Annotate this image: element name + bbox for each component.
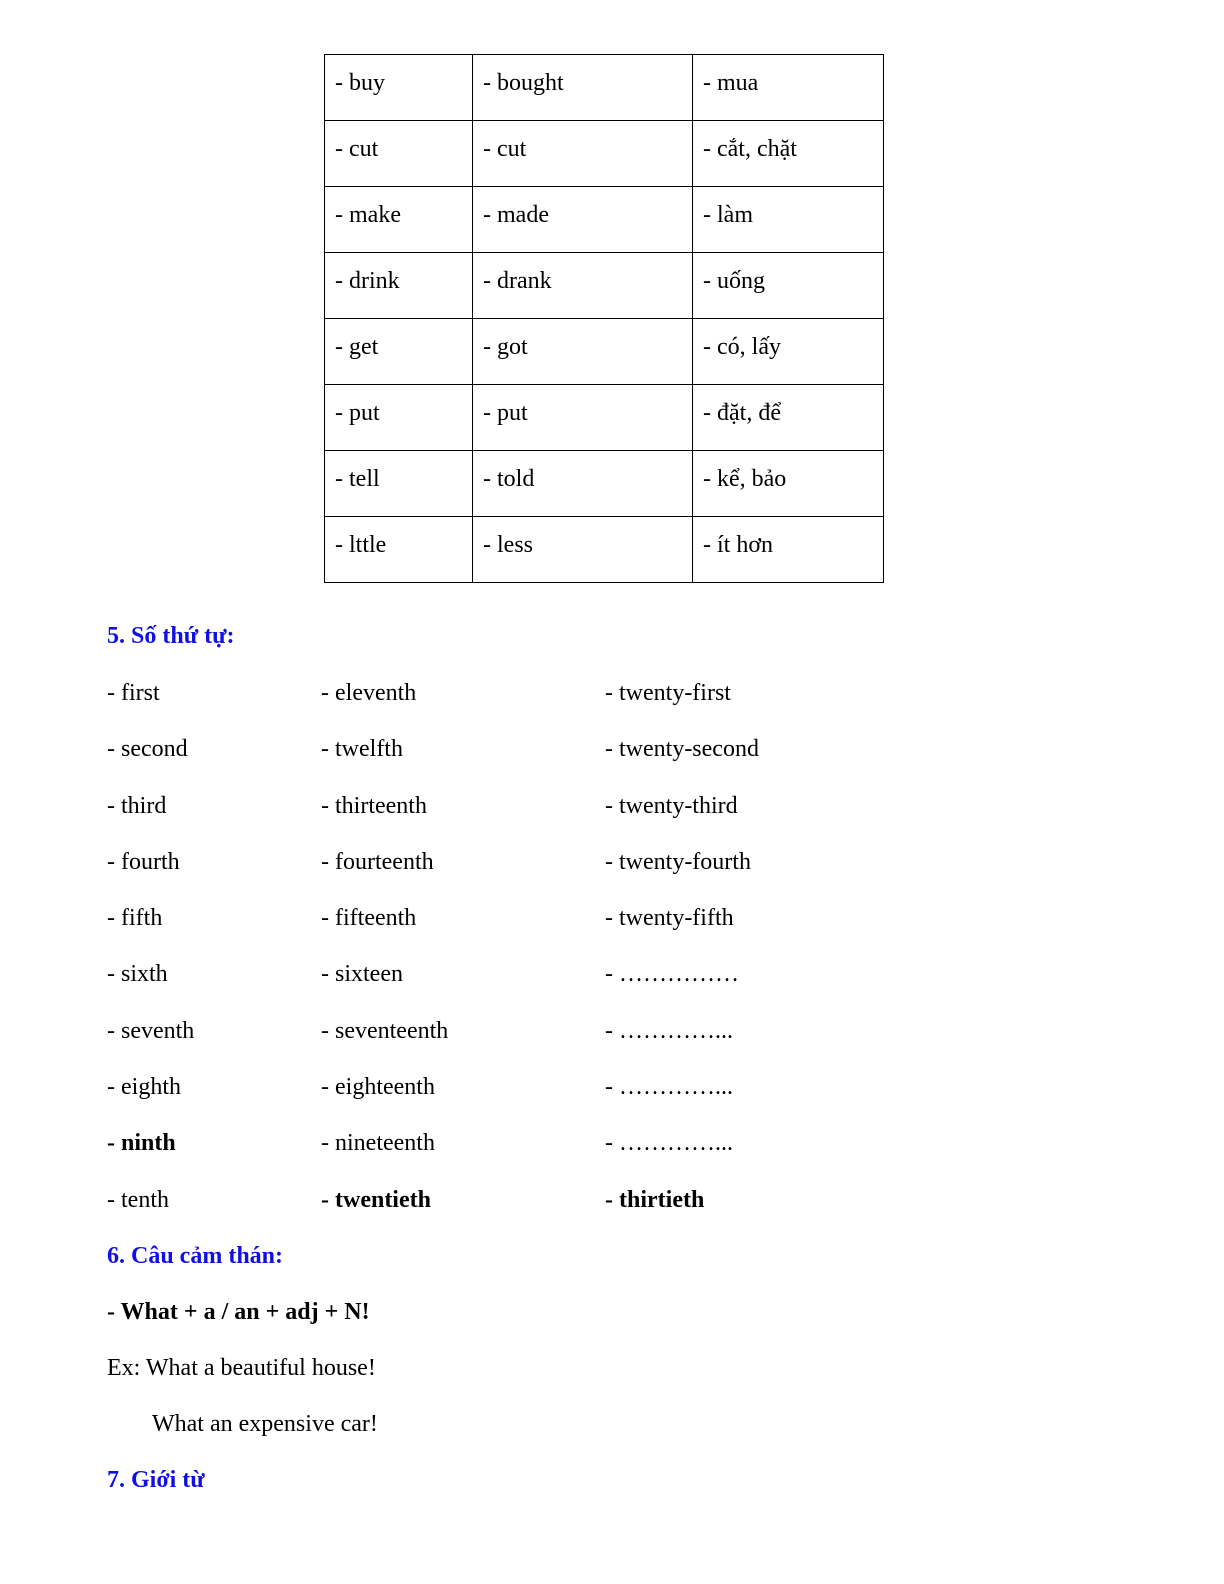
- table-row: [325, 451, 884, 517]
- ordinal-21-30: - ……………: [605, 961, 739, 988]
- ordinal-1-10: - ninth: [107, 1130, 176, 1157]
- ordinal-11-20: - seventeenth: [321, 1017, 449, 1044]
- ordinal-1-10: - second: [107, 736, 188, 763]
- table-cell-base: - cut: [325, 121, 473, 187]
- table-row: [325, 253, 884, 319]
- ordinal-11-20: - nineteenth: [321, 1130, 435, 1157]
- table-cell-meaning: - mua: [693, 55, 884, 121]
- table-row: [325, 55, 884, 121]
- ordinal-11-20: - eleventh: [321, 680, 417, 706]
- table-cell-base: - lttle: [325, 517, 473, 583]
- exclamation-formula: - What + a / an + adj + N!: [107, 1299, 370, 1325]
- table-row: [325, 319, 884, 385]
- ordinal-11-20: - fifteenth: [321, 905, 417, 932]
- table-cell-meaning: - ít hơn: [693, 517, 884, 583]
- ordinal-1-10: - third: [107, 792, 167, 819]
- table-cell-base: - buy: [325, 55, 473, 121]
- ordinal-11-20: - twelfth: [321, 736, 403, 763]
- table-cell-past: - less: [473, 517, 693, 583]
- ordinal-11-20: - twentieth: [321, 1186, 431, 1213]
- ordinal-21-30: - twenty-first: [605, 680, 731, 706]
- ordinal-21-30: - twenty-third: [605, 792, 738, 819]
- ordinal-1-10: - tenth: [107, 1186, 169, 1213]
- table-cell-past: - got: [473, 319, 693, 385]
- table-cell-meaning: - làm: [693, 187, 884, 253]
- verb-table: [324, 54, 884, 583]
- ordinal-11-20: - fourteenth: [321, 848, 434, 875]
- table-cell-meaning: - uống: [693, 253, 884, 319]
- section-5-heading: 5. Số thứ tự:: [107, 623, 235, 649]
- table-cell-past: - told: [473, 451, 693, 517]
- section-6-heading: 6. Câu cảm thán:: [107, 1243, 284, 1269]
- ordinal-11-20: - sixteen: [321, 961, 403, 988]
- ordinal-1-10: - fifth: [107, 905, 163, 932]
- table-cell-past: - drank: [473, 253, 693, 319]
- ordinal-21-30: - thirtieth: [605, 1186, 705, 1213]
- ordinal-11-20: - eighteenth: [321, 1074, 435, 1101]
- ordinal-1-10: - seventh: [107, 1017, 195, 1044]
- table-cell-meaning: - cắt, chặt: [693, 121, 884, 187]
- table-row: [325, 517, 884, 583]
- table-cell-base: - make: [325, 187, 473, 253]
- table-cell-past: - put: [473, 385, 693, 451]
- table-row: [325, 187, 884, 253]
- table-cell-base: - put: [325, 385, 473, 451]
- example-line-2: What an expensive car!: [152, 1411, 378, 1437]
- table-cell-past: - cut: [473, 121, 693, 187]
- table-cell-meaning: - có, lấy: [693, 319, 884, 385]
- table-cell-meaning: - đặt, để: [693, 385, 884, 451]
- table-cell-meaning: - kể, bảo: [693, 451, 884, 517]
- ordinal-21-30: - …………...: [605, 1074, 733, 1101]
- table-row: [325, 385, 884, 451]
- ordinal-11-20: - thirteenth: [321, 792, 427, 819]
- ordinal-1-10: - eighth: [107, 1074, 181, 1101]
- table-cell-base: - get: [325, 319, 473, 385]
- ordinal-21-30: - twenty-second: [605, 736, 759, 763]
- ordinal-21-30: - …………...: [605, 1017, 733, 1044]
- ordinal-21-30: - …………...: [605, 1130, 733, 1157]
- table-cell-past: - made: [473, 187, 693, 253]
- ordinal-1-10: - fourth: [107, 848, 180, 875]
- example-line-1: Ex: What a beautiful house!: [107, 1355, 376, 1381]
- table-cell-past: - bought: [473, 55, 693, 121]
- table-row: [325, 121, 884, 187]
- table-cell-base: - drink: [325, 253, 473, 319]
- ordinal-21-30: - twenty-fifth: [605, 905, 734, 932]
- ordinal-1-10: - sixth: [107, 961, 168, 988]
- ordinal-21-30: - twenty-fourth: [605, 848, 751, 875]
- section-7-heading: 7. Giới từ: [107, 1467, 205, 1493]
- table-cell-base: - tell: [325, 451, 473, 517]
- ordinal-1-10: - first: [107, 680, 160, 706]
